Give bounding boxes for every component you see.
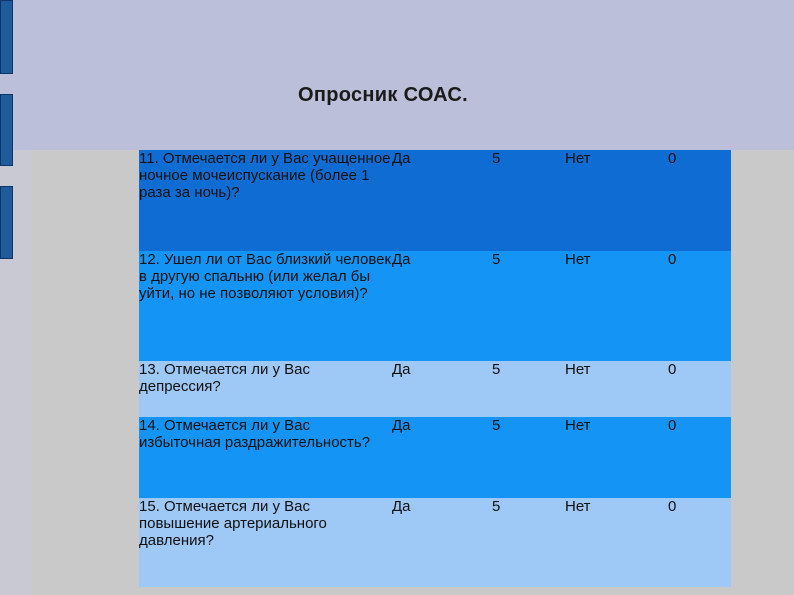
table-row <box>139 361 731 417</box>
no-score-cell: 0 <box>668 251 677 268</box>
decorative-bar <box>0 94 13 166</box>
no-score-cell: 0 <box>668 150 677 167</box>
no-label-cell: Нет <box>565 498 591 515</box>
no-score-cell: 0 <box>668 361 677 378</box>
yes-label-cell: Да <box>392 150 411 167</box>
no-score-cell: 0 <box>668 498 677 515</box>
table-row <box>139 251 731 361</box>
no-label-cell: Нет <box>565 150 591 167</box>
no-label-cell: Нет <box>565 361 591 378</box>
table-row <box>139 417 731 498</box>
yes-score-cell: 5 <box>492 498 501 515</box>
question-cell: 12. Ушел ли от Вас близкий человек в другую спальню (или желал бы уйти, но не позволяют условия)? <box>139 251 392 302</box>
no-label-cell: Нет <box>565 251 591 268</box>
yes-label-cell: Да <box>392 361 411 378</box>
question-cell: 11. Отмечается ли у Вас учащенное ночное мочеиспускание (более 1 раза за ночь)? <box>139 150 391 201</box>
question-cell: 15. Отмечается ли у Вас повышение артериального давления? <box>139 498 327 549</box>
yes-score-cell: 5 <box>492 150 501 167</box>
slide-header-band <box>0 0 794 150</box>
yes-score-cell: 5 <box>492 251 501 268</box>
question-cell: 14. Отмечается ли у Вас избыточная раздражительность? <box>139 417 371 451</box>
yes-label-cell: Да <box>392 417 411 434</box>
decorative-bar <box>0 186 13 259</box>
yes-label-cell: Да <box>392 498 411 515</box>
yes-label-cell: Да <box>392 251 411 268</box>
yes-score-cell: 5 <box>492 361 501 378</box>
slide-title: Опросник СОАС. <box>298 84 469 106</box>
question-cell: 13. Отмечается ли у Вас депрессия? <box>139 361 311 395</box>
yes-score-cell: 5 <box>492 417 501 434</box>
no-label-cell: Нет <box>565 417 591 434</box>
table-row <box>139 498 731 587</box>
decorative-bar <box>0 0 13 74</box>
questionnaire-table <box>139 150 731 587</box>
table-row <box>139 150 731 251</box>
no-score-cell: 0 <box>668 417 677 434</box>
